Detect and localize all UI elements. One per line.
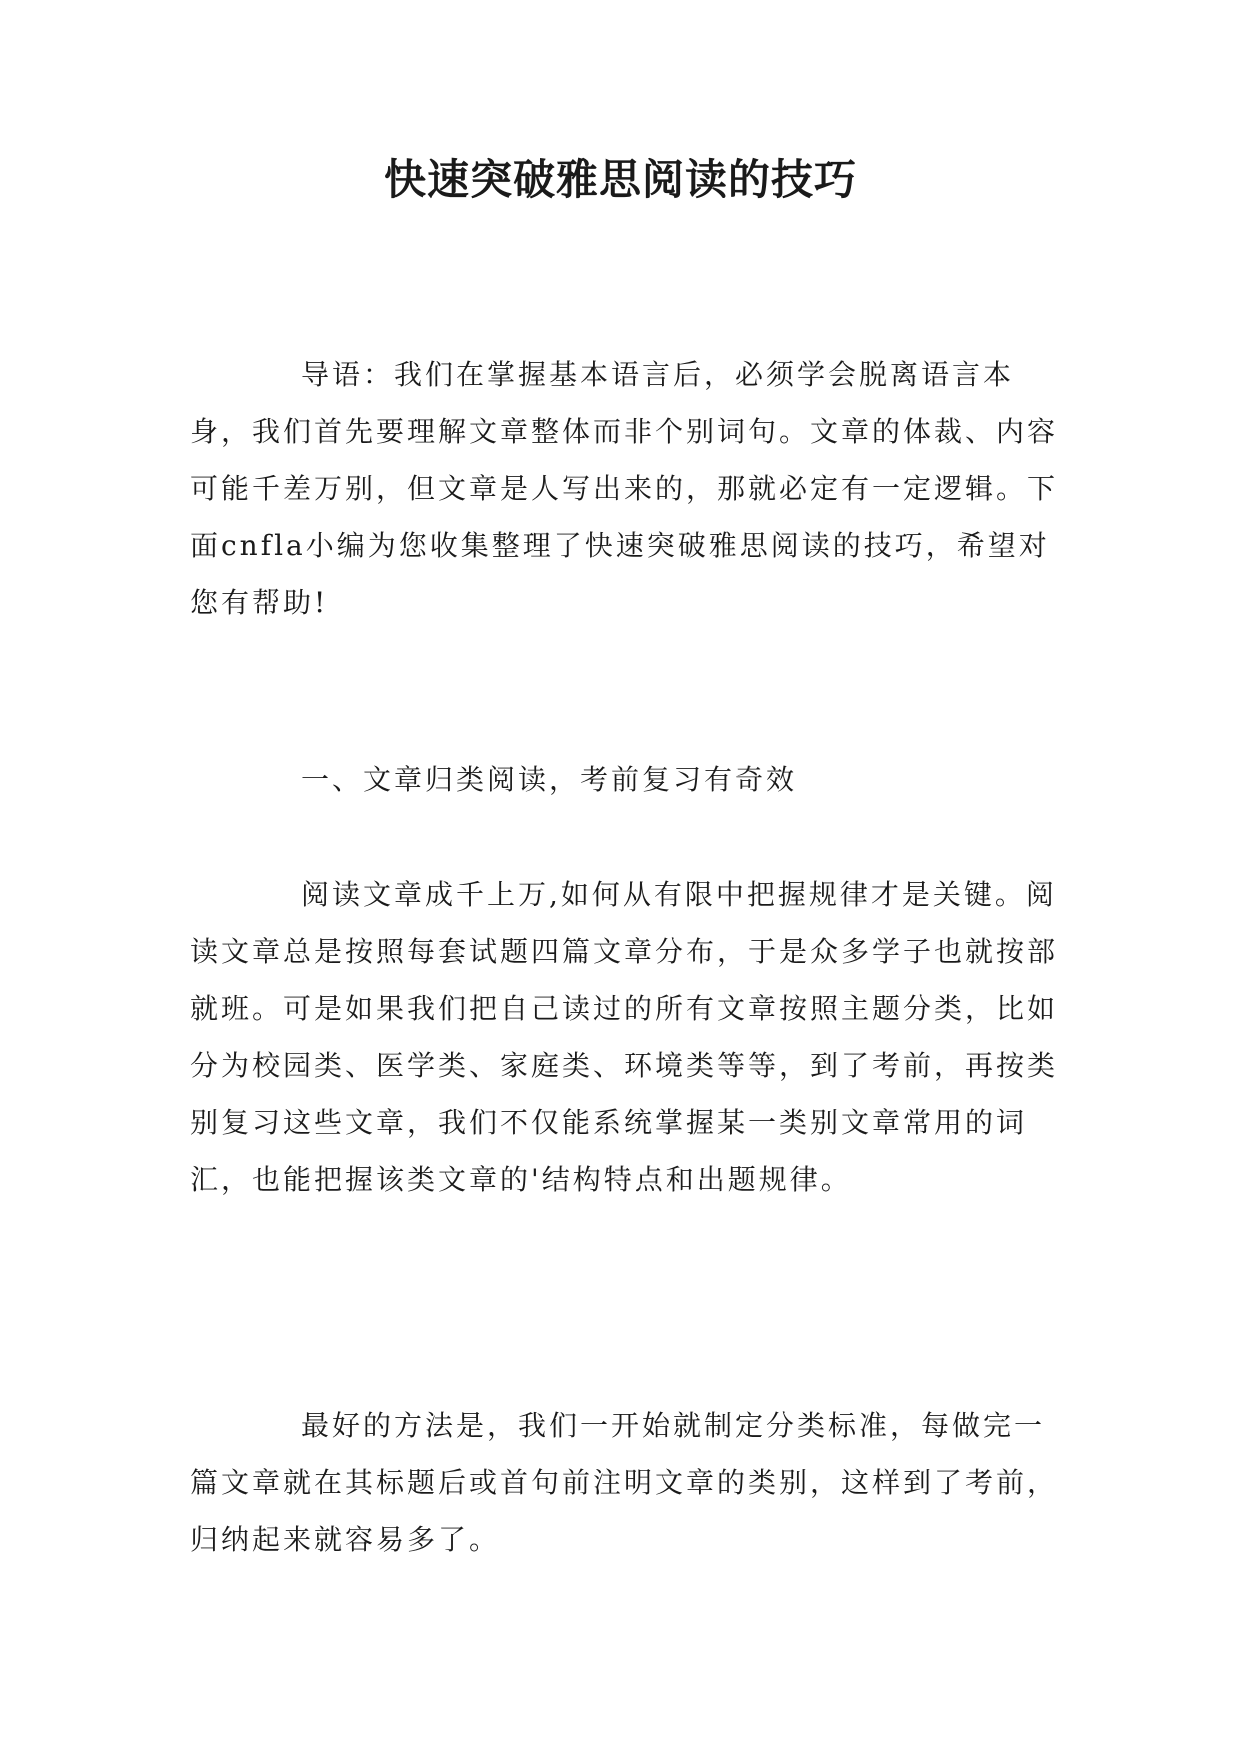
document-title: 快速突破雅思阅读的技巧 xyxy=(383,155,857,204)
section-heading: 一、文章归类阅读，考前复习有奇效 xyxy=(301,763,798,796)
body-paragraph: 阅读文章成千上万,如何从有限中把握规律才是关键。阅读文章总是按照每套试题四篇文章分布，于是众多学子也就按部就班。可是如果我们把自己读过的所有文章按照主题分类，比如分为校园类、医学类、家庭类、环境类等等，到了考前，再按类别复习这些文章，我们不仅能系统掌握某一类别文章常用的词汇，也能把握该类文章的'结构特点和出题规律。 xyxy=(190,878,1059,1196)
body-paragraph: 最好的方法是，我们一开始就制定分类标准，每做完一篇文章就在其标题后或首句前注明文章的类别，这样到了考前，归纳起来就容易多了。 xyxy=(190,1409,1059,1556)
intro-paragraph: 导语：我们在掌握基本语言后，必须学会脱离语言本身，我们首先要理解文章整体而非个别词句。文章的体裁、内容可能千差万别，但文章是人写出来的，那就必定有一定逻辑。下面cnfla小编为您收集整理了快速突破雅思阅读的技巧，希望对您有帮助! xyxy=(190,358,1059,619)
